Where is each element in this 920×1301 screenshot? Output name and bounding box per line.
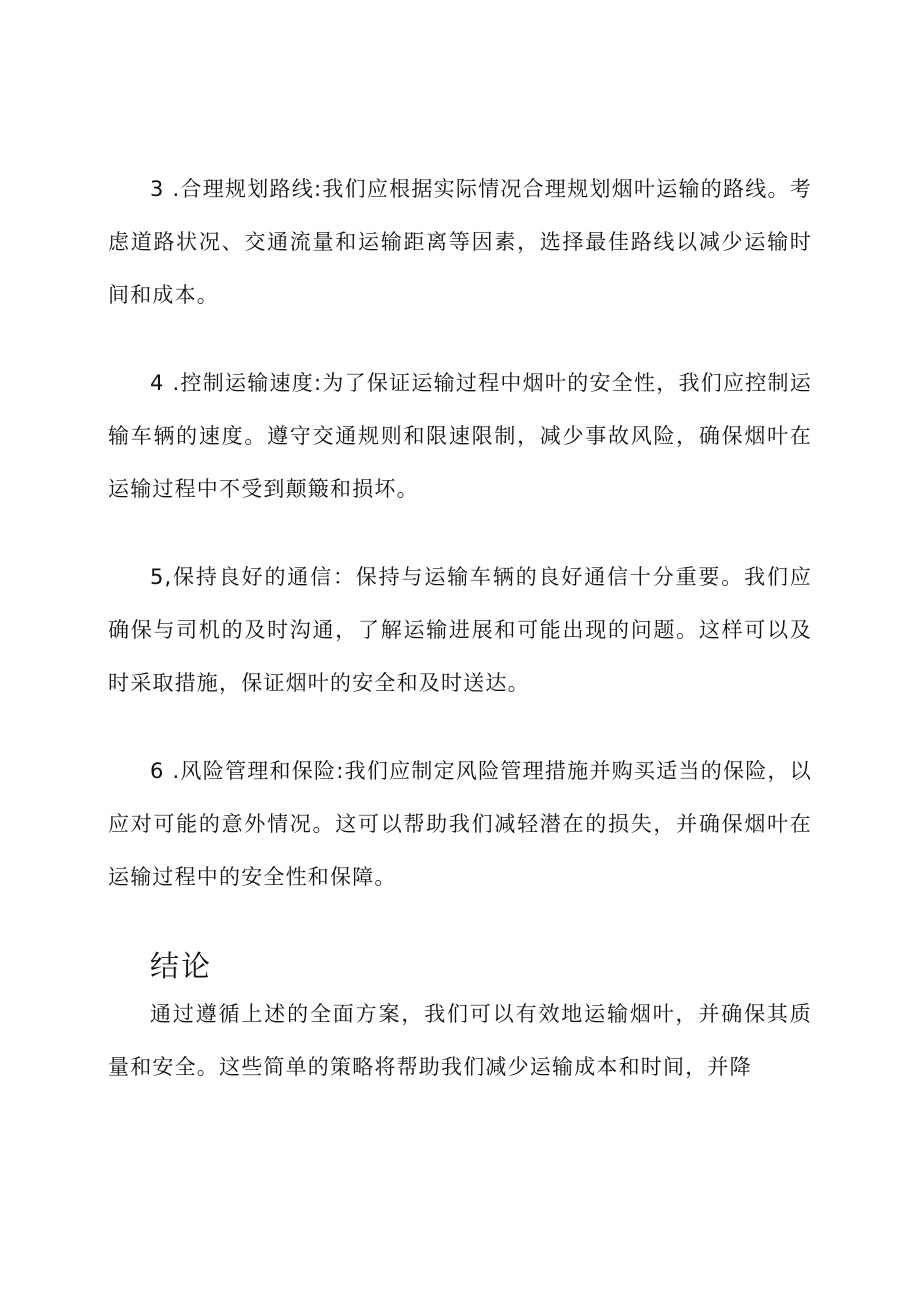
paragraph-item-6: 6 .风险管理和保险:我们应制定风险管理措施并购买适当的保险，以应对可能的意外情况。这可以帮助我们减轻潜在的损失，并确保烟叶在运输过程中的安全性和保障。 <box>108 759 812 889</box>
conclusion-heading: 结论 <box>150 949 213 983</box>
conclusion-paragraph: 通过遵循上述的全面方案，我们可以有效地运输烟叶，并确保其质量和安全。这些简单的策略将帮助我们减少运输成本和时间，并降 <box>108 1002 812 1079</box>
paragraph-item-5: 5,保持良好的通信：保持与运输车辆的良好通信十分重要。我们应确保与司机的及时沟通，了解运输进展和可能出现的问题。这样可以及时采取措施，保证烟叶的安全和及时送达。 <box>108 565 812 695</box>
paragraph-item-3: 3 .合理规划路线:我们应根据实际情况合理规划烟叶运输的路线。考虑道路状况、交通流量和运输距离等因素，选择最佳路线以减少运输时间和成本。 <box>108 177 812 307</box>
paragraph-item-4: 4 .控制运输速度:为了保证运输过程中烟叶的安全性，我们应控制运输车辆的速度。遵守交通规则和限速限制，减少事故风险，确保烟叶在运输过程中不受到颠簸和损坏。 <box>108 371 812 501</box>
